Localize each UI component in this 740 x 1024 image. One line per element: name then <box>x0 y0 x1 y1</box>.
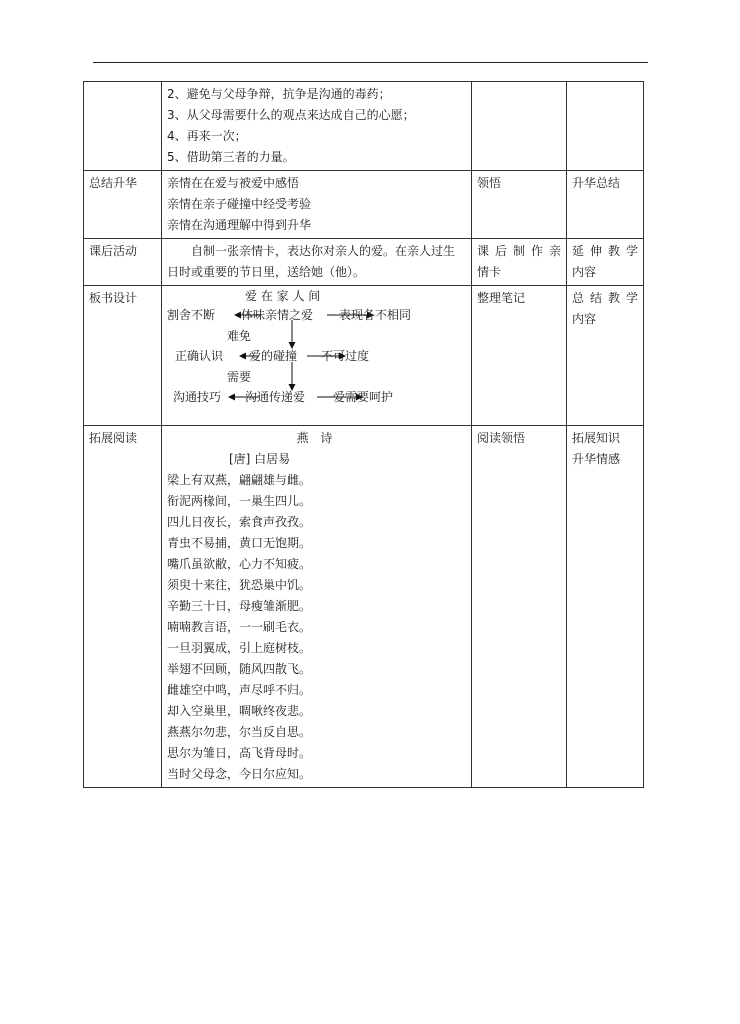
poem-line: 当时父母念，今日尔应知。 <box>167 767 312 781</box>
poem-line: 四儿日夜长，索食声孜孜。 <box>167 515 312 529</box>
content-line: 5、借助第三者的力量。 <box>167 150 295 164</box>
board-center-mid: 爱的碰撞 <box>249 349 298 363</box>
poem-line: 雌雄空中鸣，声尽呼不归。 <box>167 683 312 697</box>
board-left-mid: 正确认识 <box>175 349 224 363</box>
board-center-top: 体味亲情之爱 <box>241 308 314 322</box>
content-line: 2、避免与父母争辩，抗争是沟通的毒药； <box>167 87 391 101</box>
poem-line: 举翅不回顾，随风四散飞。 <box>167 662 312 676</box>
design-intent-line: 拓展知识 <box>572 431 621 445</box>
header-rule <box>93 62 648 63</box>
reading-cell <box>162 426 472 788</box>
student-activity-line: 课后制作亲 <box>477 244 561 258</box>
blackboard-design-cell <box>162 286 472 426</box>
poem-line: 衔泥两椽间，一巢生四儿。 <box>167 494 312 508</box>
student-activity-cell: 领悟 <box>472 171 567 239</box>
content-cell <box>162 239 472 286</box>
poem-line: 青虫不易捕，黄口无饱期。 <box>167 536 312 550</box>
poem-line: 辛勤三十日，母瘦雏渐肥。 <box>167 599 312 613</box>
student-activity-cell: 阅读领悟 <box>472 426 567 788</box>
content-paragraph: 自制一张亲情卡，表达你对亲人的爱。在亲人过生日时或重要的节日里，送给她（他）。 <box>167 244 456 279</box>
design-intent-line: 升华情感 <box>572 452 621 466</box>
row-label-cell: 拓展阅读 <box>84 426 162 788</box>
poem-line: 嘴爪虽欲敝，心力不知疲。 <box>167 557 312 571</box>
content-line: 亲情在在爱与被爱中感悟 <box>167 176 300 190</box>
content-cell <box>162 171 472 239</box>
table-row <box>84 171 644 239</box>
content-cell <box>162 82 472 171</box>
lesson-plan-table <box>83 81 644 788</box>
board-right-top: 表现各不相同 <box>339 308 412 322</box>
design-intent-cell <box>567 82 644 171</box>
design-intent-cell <box>567 426 644 788</box>
board-center-bottom: 沟通传递爱 <box>245 390 306 404</box>
poem-author: [唐] 白居易 <box>229 452 291 466</box>
content-line: 亲情在亲子碰撞中经受考验 <box>167 197 312 211</box>
poem-line: 一旦羽翼成，引上庭树枝。 <box>167 641 312 655</box>
poem-line: 却入空巢里，啁啾终夜悲。 <box>167 704 312 718</box>
blackboard-diagram <box>167 288 466 416</box>
design-intent-line: 总结教学 <box>572 291 638 305</box>
board-left-bottom: 沟通技巧 <box>173 390 222 404</box>
poem-line: 喃喃教言语，一一刷毛衣。 <box>167 620 312 634</box>
board-label-1: 难免 <box>227 329 252 343</box>
poem-line: 梁上有双燕，翩翩雄与雌。 <box>167 473 312 487</box>
design-intent-line: 延伸教学 <box>572 244 638 258</box>
board-label-2: 需要 <box>227 370 252 384</box>
board-right-bottom: 爱需要呵护 <box>333 390 394 404</box>
poem-line: 燕燕尔勿悲，尔当反自思。 <box>167 725 312 739</box>
table-row <box>84 82 644 171</box>
content-line: 亲情在沟通理解中得到升华 <box>167 218 312 232</box>
row-label-cell: 总结升华 <box>84 171 162 239</box>
table-row <box>84 286 644 426</box>
row-label-cell: 板书设计 <box>84 286 162 426</box>
row-label-cell: 课后活动 <box>84 239 162 286</box>
board-right-mid: 不可过度 <box>321 349 370 363</box>
table-row <box>84 426 644 788</box>
board-title: 爱 在 家 人 间 <box>245 289 321 303</box>
poem-title: 燕 诗 <box>296 431 337 445</box>
student-activity-cell: 整理笔记 <box>472 286 567 426</box>
design-intent-line: 内容 <box>572 265 597 279</box>
design-intent-cell <box>567 286 644 426</box>
content-line: 4、再来一次； <box>167 129 247 143</box>
poem-line: 须臾十来往，犹恐巢中饥。 <box>167 578 312 592</box>
design-intent-cell <box>567 239 644 286</box>
design-intent-line: 内容 <box>572 312 597 326</box>
board-left-top: 割舍不断 <box>167 308 216 322</box>
design-intent-cell: 升华总结 <box>567 171 644 239</box>
student-activity-cell <box>472 82 567 171</box>
poem-line: 思尔为雏日，高飞背母时。 <box>167 746 312 760</box>
student-activity-cell <box>472 239 567 286</box>
student-activity-line: 情卡 <box>477 265 502 279</box>
table-row <box>84 239 644 286</box>
row-label-cell <box>84 82 162 171</box>
content-line: 3、从父母需要什么的观点来达成自己的心愿； <box>167 108 415 122</box>
